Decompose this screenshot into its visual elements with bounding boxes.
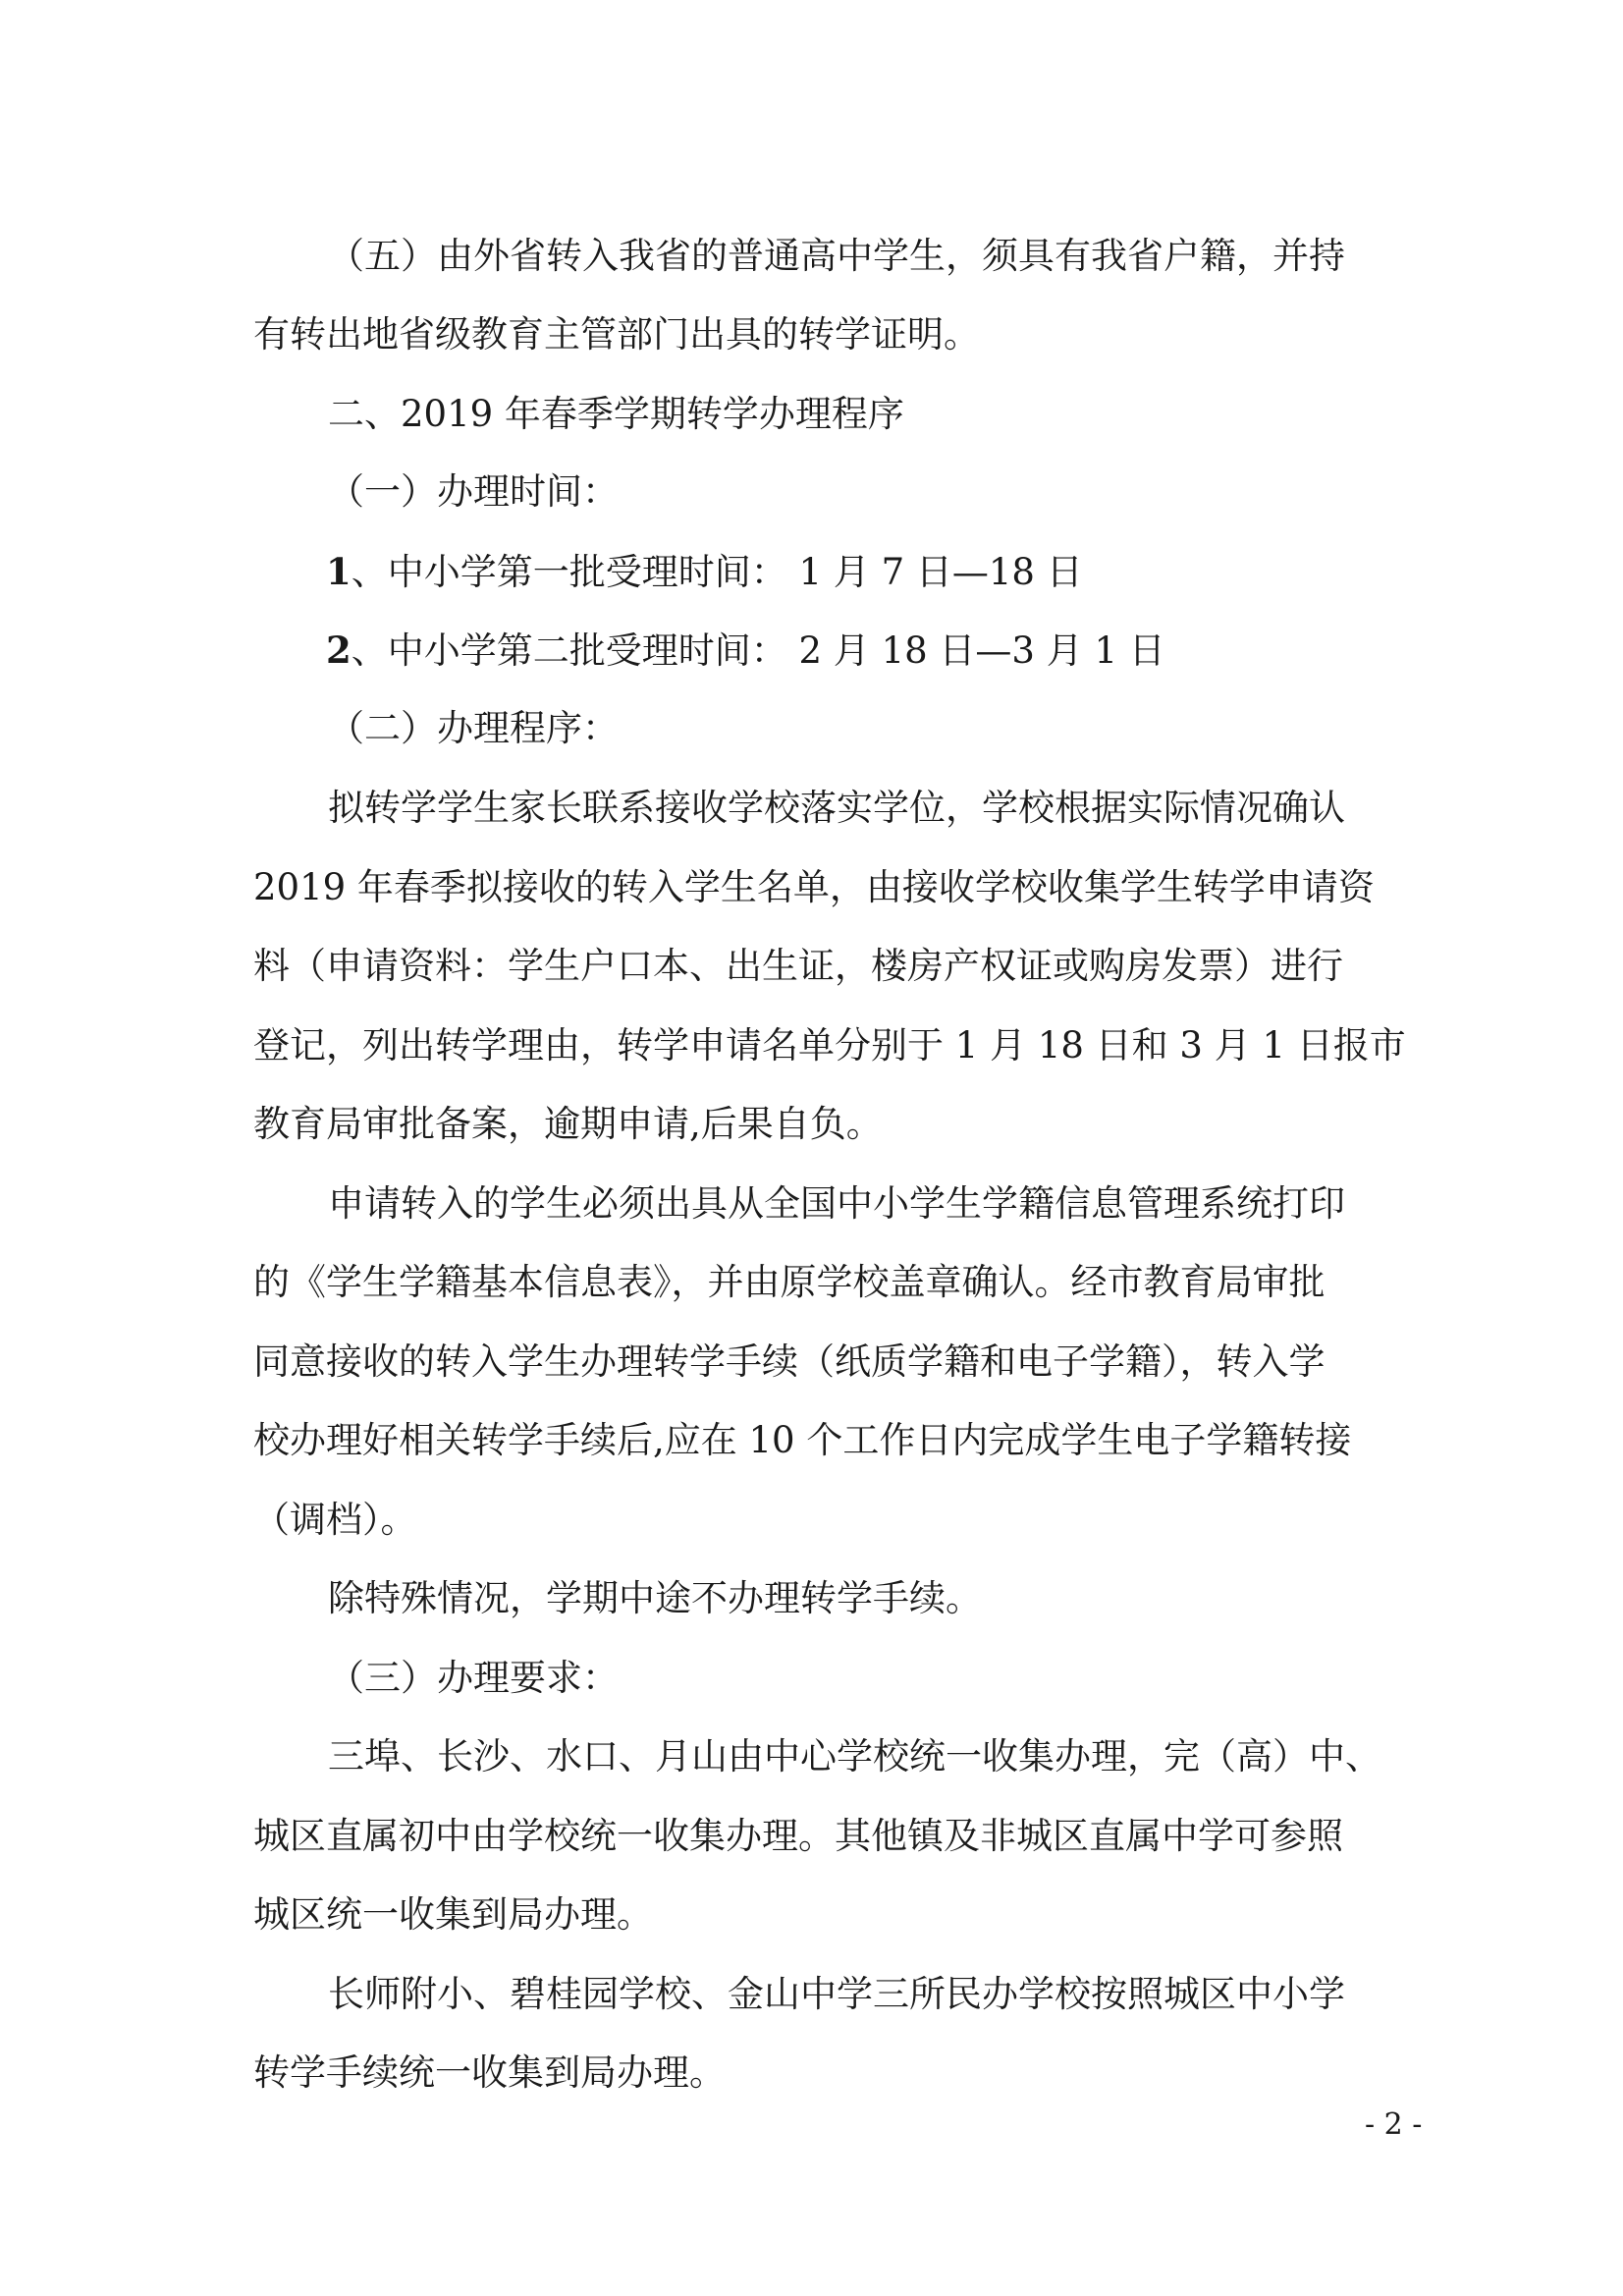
paragraph-line: 三埠、长沙、水口、月山由中心学校统一收集办理，完（高）中、	[328, 1735, 1381, 1777]
list-item-text: 、中小学第二批受理时间： 2 月 18 日—3 月 1 日	[351, 629, 1165, 672]
paragraph-line: 登记，列出转学理由，转学申请名单分别于 1 月 18 日和 3 月 1 日报市	[253, 1024, 1406, 1066]
subsection-heading: （二）办理程序：	[328, 707, 619, 749]
paragraph-line: 校办理好相关转学手续后,应在 10 个工作日内完成学生电子学籍转接	[253, 1419, 1352, 1461]
subsection-heading: （一）办理时间：	[328, 470, 619, 513]
paragraph-line: 长师附小、碧桂园学校、金山中学三所民办学校按照城区中小学	[328, 1973, 1345, 2015]
paragraph-line: （五）由外省转入我省的普通高中学生，须具有我省户籍，并持	[328, 235, 1345, 277]
paragraph-line: 拟转学学生家长联系接收学校落实学位，学校根据实际情况确认	[328, 787, 1345, 829]
page-number: - 2 -	[1365, 2107, 1423, 2142]
paragraph-line: 有转出地省级教育主管部门出具的转学证明。	[253, 313, 980, 355]
list-item-text: 、中小学第一批受理时间： 1 月 7 日—18 日	[351, 551, 1083, 593]
subsection-heading: （三）办理要求：	[328, 1657, 619, 1699]
paragraph-line: 转学手续统一收集到局办理。	[253, 2051, 726, 2094]
list-item	[326, 626, 1165, 676]
paragraph-line: （调档）。	[253, 1499, 417, 1541]
paragraph-line: 教育局审批备案，逾期申请,后果自负。	[253, 1103, 883, 1145]
list-item-number: 1	[326, 550, 352, 593]
paragraph-line: 除特殊情况，学期中途不办理转学手续。	[328, 1577, 982, 1619]
paragraph-line: 申请转入的学生必须出具从全国中小学生学籍信息管理系统打印	[328, 1182, 1345, 1225]
paragraph-line: 2019 年春季拟接收的转入学生名单，由接收学校收集学生转学申请资	[253, 866, 1375, 908]
section-heading: 二、2019 年春季学期转学办理程序	[328, 393, 904, 435]
paragraph-line: 城区直属初中由学校统一收集办理。其他镇及非城区直属中学可参照	[253, 1815, 1343, 1857]
list-item-number: 2	[326, 629, 352, 672]
paragraph-line: 城区统一收集到局办理。	[253, 1893, 653, 1936]
paragraph-line: 同意接收的转入学生办理转学手续（纸质学籍和电子学籍），转入学	[253, 1340, 1325, 1383]
list-item	[326, 547, 1083, 597]
paragraph-line: 的《学生学籍基本信息表》，并由原学校盖章确认。经市教育局审批	[253, 1261, 1325, 1303]
paragraph-line: 料（申请资料：学生户口本、出生证，楼房产权证或购房发票）进行	[253, 945, 1343, 987]
